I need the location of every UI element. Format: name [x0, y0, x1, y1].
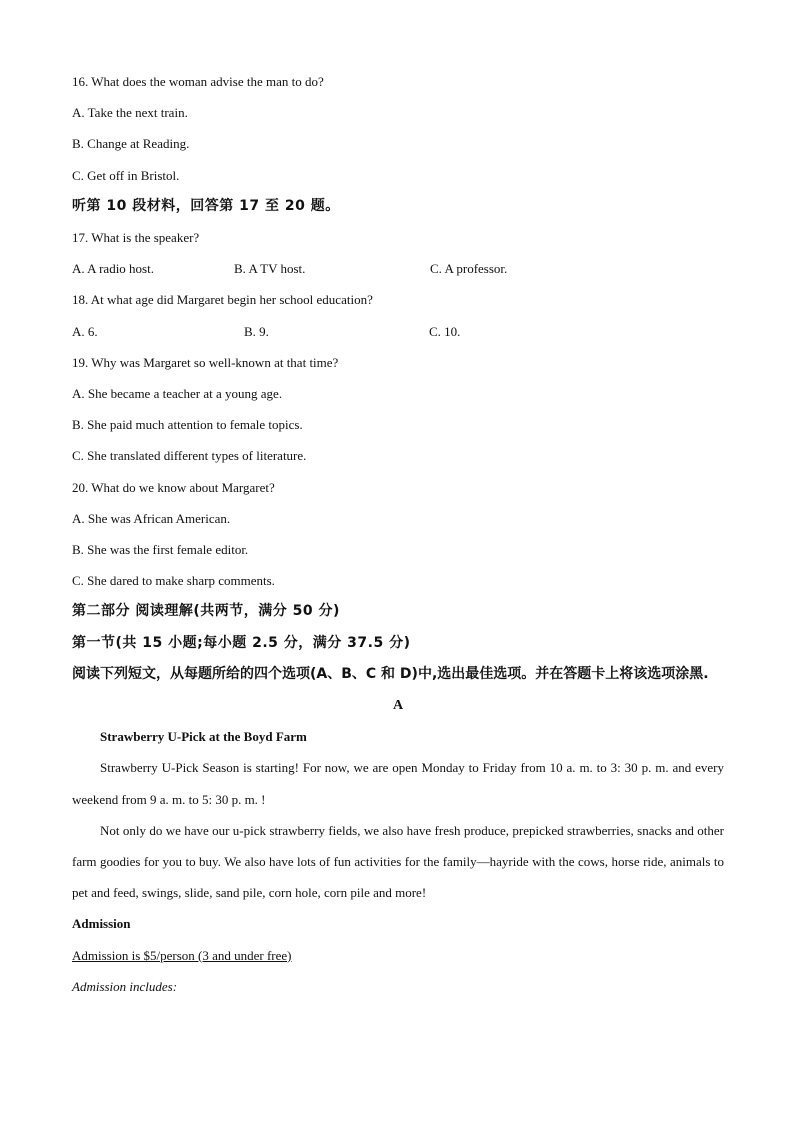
- option-19c: C. She translated different types of literature.: [72, 448, 307, 464]
- option-19b: B. She paid much attention to female topics.: [72, 417, 303, 433]
- question-17: 17. What is the speaker?: [72, 230, 200, 246]
- option-18b: B. 9.: [244, 323, 269, 339]
- option-20b: B. She was the first female editor.: [72, 542, 249, 558]
- passage-letter: A: [392, 698, 404, 714]
- options-17: [72, 253, 724, 284]
- instructions: 阅读下列短文，从每题所给的四个选项(A、B、C 和 D)中,选出最佳选项。并在答题卡上将该选项涂黑.: [72, 665, 709, 682]
- options-18: [72, 316, 724, 347]
- option-17c: C. A professor.: [430, 261, 508, 277]
- option-16c: C. Get off in Bristol.: [72, 167, 180, 183]
- question-16: 16. What does the woman advise the man to do?: [72, 74, 324, 89]
- passage-paragraph-2: Not only do we have our u-pick strawberry fields, we also have fresh produce, prepicked strawberries, snacks and other farm goodies for you to buy. We also have lots of fun activities for the family—hayride with the cows, horse ride, animals to pet and feed, swings, slide, sand pile, corn hole, corn pile and more!: [72, 822, 724, 901]
- question-19: 19. Why was Margaret so well-known at that time?: [72, 354, 339, 370]
- question-20: 20. What do we know about Margaret?: [72, 479, 275, 495]
- option-20c: C. She dared to make sharp comments.: [72, 573, 275, 589]
- admission-price-text: Admission is $5/person (3 and under free): [72, 947, 292, 963]
- option-16a: A. Take the next train.: [72, 105, 188, 121]
- passage-paragraph-1: Strawberry U-Pick Season is starting! For now, we are open Monday to Friday from 10 a. m. to 3: 30 p. m. and every weekend from 9 a. m. to 5: 30 p. m. !: [72, 760, 724, 807]
- admission-heading: Admission: [72, 916, 131, 932]
- question-18: 18. At what age did Margaret begin her school education?: [72, 292, 373, 308]
- option-18c: C. 10.: [429, 323, 461, 339]
- part-two-heading: 第二部分 阅读理解(共两节，满分 50 分): [72, 603, 340, 620]
- option-17b: B. A TV host.: [234, 261, 306, 277]
- option-16b: B. Change at Reading.: [72, 136, 190, 152]
- admission-includes: Admission includes:: [72, 978, 178, 994]
- option-17a: A. A radio host.: [72, 261, 154, 277]
- section-10-heading: 听第 10 段材料，回答第 17 至 20 题。: [72, 197, 340, 214]
- admission-price: [72, 940, 724, 971]
- option-18a: A. 6.: [72, 323, 98, 339]
- section-one-heading: 第一节(共 15 小题;每小题 2.5 分，满分 37.5 分): [72, 634, 411, 651]
- passage-title: Strawberry U-Pick at the Boyd Farm: [100, 729, 307, 745]
- exam-page: [72, 66, 724, 1002]
- option-19a: A. She became a teacher at a young age.: [72, 386, 283, 402]
- option-20a: A. She was African American.: [72, 510, 231, 526]
